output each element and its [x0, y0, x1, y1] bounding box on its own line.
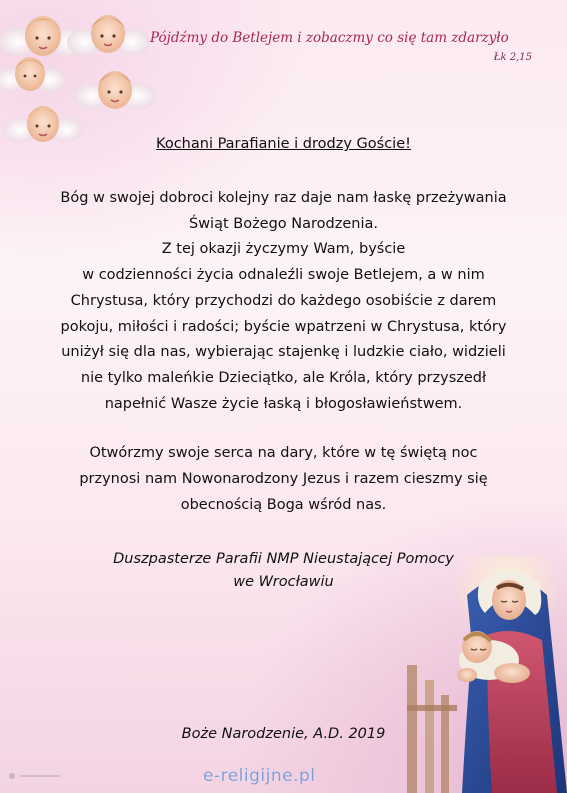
paragraph-1 [0, 186, 567, 417]
verse-text: Pójdźmy do Betlejem i zobaczmy co się tam zdarzyło [150, 30, 509, 46]
verse-reference: Łk 2,15 [493, 52, 532, 63]
paragraph-line: przynosi nam Nowonarodzony Jezus i razem cieszmy się [79, 471, 488, 487]
header-verse [150, 30, 550, 63]
paragraph-2 [0, 440, 567, 518]
paragraph-line: Świąt Bożego Narodzenia. [188, 215, 378, 232]
site-watermark[interactable]: e-religijne.pl [203, 766, 316, 786]
letter-date: Boże Narodzenie, A.D. 2019 [181, 726, 386, 742]
signature-line: we Wrocławiu [233, 574, 334, 590]
paragraph-line: uniżył się dla nas, wybierając stajenkę i ludzkie ciało, widzieli [61, 344, 506, 361]
madonna-and-child-image [407, 555, 567, 793]
paragraph-line: obecnością Boga wśród nas. [180, 497, 387, 513]
paragraph-line: napełnić Wasze życie łaską i błogosławieństwem. [104, 395, 463, 412]
paragraph-line: Chrystusa, który przychodzi do każdego osobiście z darem [70, 292, 497, 309]
signature-line: Duszpasterze Parafii NMP Nieustającej Pomocy [113, 551, 454, 567]
greeting: Kochani Parafianie i drodzy Goście! [156, 136, 411, 152]
paragraph-line: w codzienności życia odnaleźli swoje Betlejem, a w nim [82, 267, 485, 284]
paragraph-line: Z tej okazji życzymy Wam, byście [161, 241, 406, 258]
paragraph-line: Otwórzmy swoje serca na dary, które w tę świętą noc [89, 445, 478, 461]
paragraph-line: pokoju, miłości i radości; byście wpatrzeni w Chrystusa, który [60, 318, 507, 335]
paragraph-line: nie tylko maleńkie Dzieciątko, ale Króla, który przyszedł [80, 369, 487, 386]
paragraph-line: Bóg w swojej dobroci kolejny raz daje nam łaskę przeżywania [60, 190, 507, 206]
small-logo-icon [8, 772, 68, 780]
